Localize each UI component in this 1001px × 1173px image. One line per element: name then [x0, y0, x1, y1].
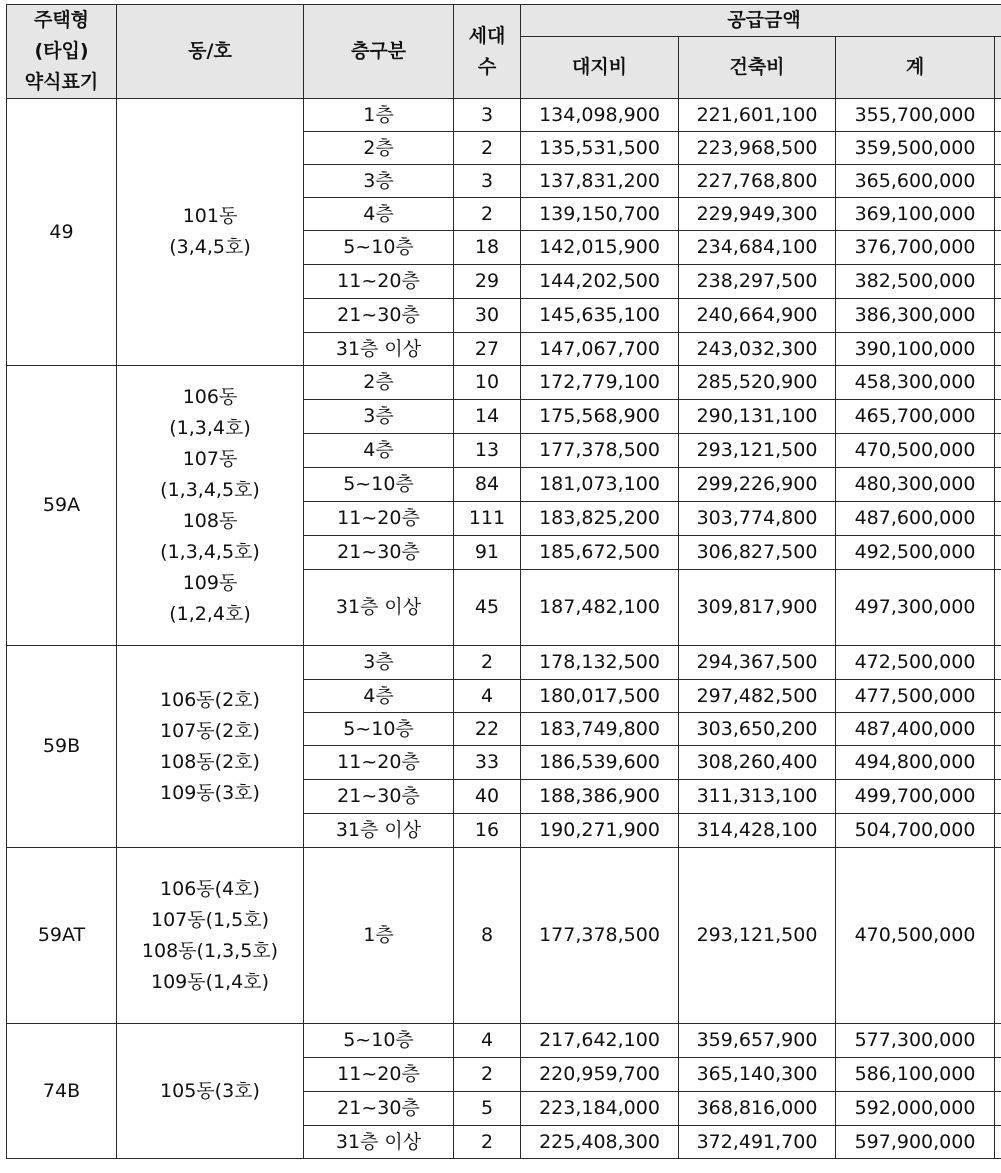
type-cell: 49: [7, 99, 117, 366]
units-cell: 14: [454, 400, 521, 434]
building-price-cell: 372,491,700: [679, 1126, 836, 1159]
dong-line: (1,3,4호): [169, 416, 251, 439]
dong-line: 105동(3호): [160, 1079, 260, 1102]
header-floor: 층구분: [304, 5, 454, 99]
land-price-cell: 145,635,100: [521, 299, 679, 333]
floor-cell: 3층: [304, 165, 454, 198]
total-price-cell: 472,500,000: [836, 646, 995, 680]
land-price-cell: 183,749,800: [521, 713, 679, 746]
total-price-cell: 470,500,000: [836, 434, 995, 468]
building-price-cell: 308,260,400: [679, 746, 836, 780]
dong-line: (1,3,4,5호): [160, 478, 260, 501]
floor-cell: 11~20층: [304, 265, 454, 299]
units-cell: 8: [454, 848, 521, 1024]
floor-cell: 4층: [304, 198, 454, 231]
building-price-cell: 290,131,100: [679, 400, 836, 434]
units-cell: 33: [454, 746, 521, 780]
type-cell: 59A: [7, 366, 117, 646]
floor-cell: 5~10층: [304, 231, 454, 265]
floor-cell: 5~10층: [304, 713, 454, 746]
floor-cell: 1층: [304, 848, 454, 1024]
total-price-cell: 586,100,000: [836, 1058, 995, 1092]
dong-line: 109동: [182, 571, 238, 594]
units-cell: 3: [454, 165, 521, 198]
building-price-cell: 368,816,000: [679, 1092, 836, 1126]
header-edge: [995, 37, 1001, 99]
units-cell: 30: [454, 299, 521, 333]
total-price-cell: 470,500,000: [836, 848, 995, 1024]
floor-cell: 31층 이상: [304, 333, 454, 366]
edge-cell: [995, 99, 1001, 132]
total-price-cell: 487,600,000: [836, 502, 995, 536]
floor-cell: 11~20층: [304, 746, 454, 780]
units-cell: 2: [454, 132, 521, 165]
edge-cell: [995, 1126, 1001, 1159]
dong-cell: [117, 366, 304, 646]
units-cell: 4: [454, 1024, 521, 1058]
total-price-cell: 597,900,000: [836, 1126, 995, 1159]
floor-cell: 31층 이상: [304, 814, 454, 848]
floor-cell: 31층 이상: [304, 570, 454, 646]
land-price-cell: 187,482,100: [521, 570, 679, 646]
edge-cell: [995, 468, 1001, 502]
land-price-cell: 180,017,500: [521, 680, 679, 713]
floor-cell: 5~10층: [304, 1024, 454, 1058]
header-total: 계: [836, 37, 995, 99]
dong-line: 107동(2호): [160, 719, 260, 742]
units-cell: 5: [454, 1092, 521, 1126]
units-cell: 13: [454, 434, 521, 468]
land-price-cell: 142,015,900: [521, 231, 679, 265]
land-price-cell: 177,378,500: [521, 848, 679, 1024]
building-price-cell: 238,297,500: [679, 265, 836, 299]
dong-line: 106동: [182, 385, 238, 408]
header-units-line: 수: [477, 55, 497, 78]
dong-line: (1,3,4,5호): [160, 540, 260, 563]
building-price-cell: 234,684,100: [679, 231, 836, 265]
land-price-cell: 186,539,600: [521, 746, 679, 780]
building-price-cell: 243,032,300: [679, 333, 836, 366]
units-cell: 2: [454, 1058, 521, 1092]
units-cell: 2: [454, 646, 521, 680]
header-dong: 동/호: [117, 5, 304, 99]
building-price-cell: 297,482,500: [679, 680, 836, 713]
edge-cell: [995, 333, 1001, 366]
edge-cell: [995, 746, 1001, 780]
header-land: 대지비: [521, 37, 679, 99]
edge-cell: [995, 132, 1001, 165]
land-price-cell: 220,959,700: [521, 1058, 679, 1092]
land-price-cell: 223,184,000: [521, 1092, 679, 1126]
units-cell: 3: [454, 99, 521, 132]
dong-line: 106동(2호): [160, 688, 260, 711]
edge-cell: [995, 434, 1001, 468]
units-cell: 111: [454, 502, 521, 536]
edge-cell: [995, 502, 1001, 536]
type-cell: 74B: [7, 1024, 117, 1159]
land-price-cell: 185,672,500: [521, 536, 679, 570]
total-price-cell: 492,500,000: [836, 536, 995, 570]
land-price-cell: 190,271,900: [521, 814, 679, 848]
dong-cell: [117, 99, 304, 366]
units-cell: 29: [454, 265, 521, 299]
dong-line: 106동(4호): [160, 877, 260, 900]
building-price-cell: 314,428,100: [679, 814, 836, 848]
total-price-cell: 504,700,000: [836, 814, 995, 848]
edge-cell: [995, 198, 1001, 231]
total-price-cell: 465,700,000: [836, 400, 995, 434]
edge-cell: [995, 1092, 1001, 1126]
dong-line: 109동(1,4호): [150, 970, 269, 993]
header-type-line: (타입): [34, 40, 89, 62]
building-price-cell: 229,949,300: [679, 198, 836, 231]
building-price-cell: 240,664,900: [679, 299, 836, 333]
header-type-line: 주택형: [33, 9, 90, 31]
header-type: [7, 5, 117, 99]
header-units-line: 세대: [468, 24, 506, 47]
building-price-cell: 299,226,900: [679, 468, 836, 502]
edge-cell: [995, 680, 1001, 713]
header-type-line: 약식표기: [24, 71, 99, 93]
total-price-cell: 386,300,000: [836, 299, 995, 333]
price-table-sheet: [6, 4, 1001, 1159]
floor-cell: 11~20층: [304, 1058, 454, 1092]
total-price-cell: 382,500,000: [836, 265, 995, 299]
dong-line: 108동(2호): [160, 750, 260, 773]
total-price-cell: 355,700,000: [836, 99, 995, 132]
floor-cell: 4층: [304, 680, 454, 713]
edge-cell: [995, 1024, 1001, 1058]
building-price-cell: 293,121,500: [679, 434, 836, 468]
table-row: [7, 646, 1001, 680]
land-price-cell: 225,408,300: [521, 1126, 679, 1159]
building-price-cell: 303,650,200: [679, 713, 836, 746]
floor-cell: 21~30층: [304, 1092, 454, 1126]
edge-cell: [995, 265, 1001, 299]
header-price-group: 공급금액: [521, 5, 1001, 37]
building-price-cell: 309,817,900: [679, 570, 836, 646]
total-price-cell: 480,300,000: [836, 468, 995, 502]
building-price-cell: 365,140,300: [679, 1058, 836, 1092]
land-price-cell: 137,831,200: [521, 165, 679, 198]
land-price-cell: 147,067,700: [521, 333, 679, 366]
land-price-cell: 181,073,100: [521, 468, 679, 502]
land-price-cell: 135,531,500: [521, 132, 679, 165]
type-cell: 59B: [7, 646, 117, 848]
total-price-cell: 369,100,000: [836, 198, 995, 231]
units-cell: 10: [454, 366, 521, 400]
total-price-cell: 499,700,000: [836, 780, 995, 814]
building-price-cell: 223,968,500: [679, 132, 836, 165]
edge-cell: [995, 400, 1001, 434]
floor-cell: 4층: [304, 434, 454, 468]
total-price-cell: 592,000,000: [836, 1092, 995, 1126]
table-row: [7, 848, 1001, 1024]
dong-line: (3,4,5호): [169, 236, 251, 258]
units-cell: 27: [454, 333, 521, 366]
dong-cell: [117, 1024, 304, 1159]
table-row: [7, 1024, 1001, 1058]
units-cell: 45: [454, 570, 521, 646]
dong-line: 101동: [182, 205, 238, 227]
dong-line: 109동(3호): [160, 781, 260, 804]
dong-line: 108동: [182, 509, 238, 532]
edge-cell: [995, 570, 1001, 646]
land-price-cell: 177,378,500: [521, 434, 679, 468]
dong-line: (1,2,4호): [169, 602, 251, 625]
edge-cell: [995, 646, 1001, 680]
land-price-cell: 139,150,700: [521, 198, 679, 231]
total-price-cell: 390,100,000: [836, 333, 995, 366]
total-price-cell: 359,500,000: [836, 132, 995, 165]
land-price-cell: 178,132,500: [521, 646, 679, 680]
edge-cell: [995, 231, 1001, 265]
units-cell: 2: [454, 1126, 521, 1159]
building-price-cell: 285,520,900: [679, 366, 836, 400]
floor-cell: 21~30층: [304, 536, 454, 570]
floor-cell: 3층: [304, 400, 454, 434]
table-row: [7, 366, 1001, 400]
units-cell: 84: [454, 468, 521, 502]
floor-cell: 21~30층: [304, 780, 454, 814]
building-price-cell: 227,768,800: [679, 165, 836, 198]
dong-cell: [117, 646, 304, 848]
total-price-cell: 577,300,000: [836, 1024, 995, 1058]
floor-cell: 5~10층: [304, 468, 454, 502]
floor-cell: 3층: [304, 646, 454, 680]
land-price-cell: 217,642,100: [521, 1024, 679, 1058]
header-building: 건축비: [679, 37, 836, 99]
land-price-cell: 188,386,900: [521, 780, 679, 814]
units-cell: 91: [454, 536, 521, 570]
dong-line: 107동(1,5호): [150, 908, 269, 931]
floor-cell: 2층: [304, 132, 454, 165]
edge-cell: [995, 848, 1001, 1024]
edge-cell: [995, 165, 1001, 198]
floor-cell: 31층 이상: [304, 1126, 454, 1159]
table-row: [7, 99, 1001, 132]
building-price-cell: 294,367,500: [679, 646, 836, 680]
land-price-cell: 172,779,100: [521, 366, 679, 400]
edge-cell: [995, 299, 1001, 333]
total-price-cell: 494,800,000: [836, 746, 995, 780]
dong-line: 107동: [182, 447, 238, 470]
supply-price-table: [6, 4, 1001, 1159]
units-cell: 2: [454, 198, 521, 231]
total-price-cell: 487,400,000: [836, 713, 995, 746]
edge-cell: [995, 536, 1001, 570]
land-price-cell: 183,825,200: [521, 502, 679, 536]
land-price-cell: 175,568,900: [521, 400, 679, 434]
type-cell: 59AT: [7, 848, 117, 1024]
edge-cell: [995, 1058, 1001, 1092]
floor-cell: 21~30층: [304, 299, 454, 333]
building-price-cell: 359,657,900: [679, 1024, 836, 1058]
edge-cell: [995, 366, 1001, 400]
building-price-cell: 221,601,100: [679, 99, 836, 132]
units-cell: 40: [454, 780, 521, 814]
building-price-cell: 311,313,100: [679, 780, 836, 814]
total-price-cell: 365,600,000: [836, 165, 995, 198]
total-price-cell: 458,300,000: [836, 366, 995, 400]
floor-cell: 11~20층: [304, 502, 454, 536]
edge-cell: [995, 780, 1001, 814]
edge-cell: [995, 814, 1001, 848]
building-price-cell: 306,827,500: [679, 536, 836, 570]
total-price-cell: 376,700,000: [836, 231, 995, 265]
units-cell: 18: [454, 231, 521, 265]
building-price-cell: 293,121,500: [679, 848, 836, 1024]
land-price-cell: 134,098,900: [521, 99, 679, 132]
table-body: [7, 99, 1001, 1159]
floor-cell: 1층: [304, 99, 454, 132]
dong-cell: [117, 848, 304, 1024]
units-cell: 22: [454, 713, 521, 746]
land-price-cell: 144,202,500: [521, 265, 679, 299]
total-price-cell: 497,300,000: [836, 570, 995, 646]
header-units: [454, 5, 521, 99]
floor-cell: 2층: [304, 366, 454, 400]
units-cell: 4: [454, 680, 521, 713]
building-price-cell: 303,774,800: [679, 502, 836, 536]
units-cell: 16: [454, 814, 521, 848]
total-price-cell: 477,500,000: [836, 680, 995, 713]
edge-cell: [995, 713, 1001, 746]
dong-line: 108동(1,3,5호): [141, 939, 279, 962]
